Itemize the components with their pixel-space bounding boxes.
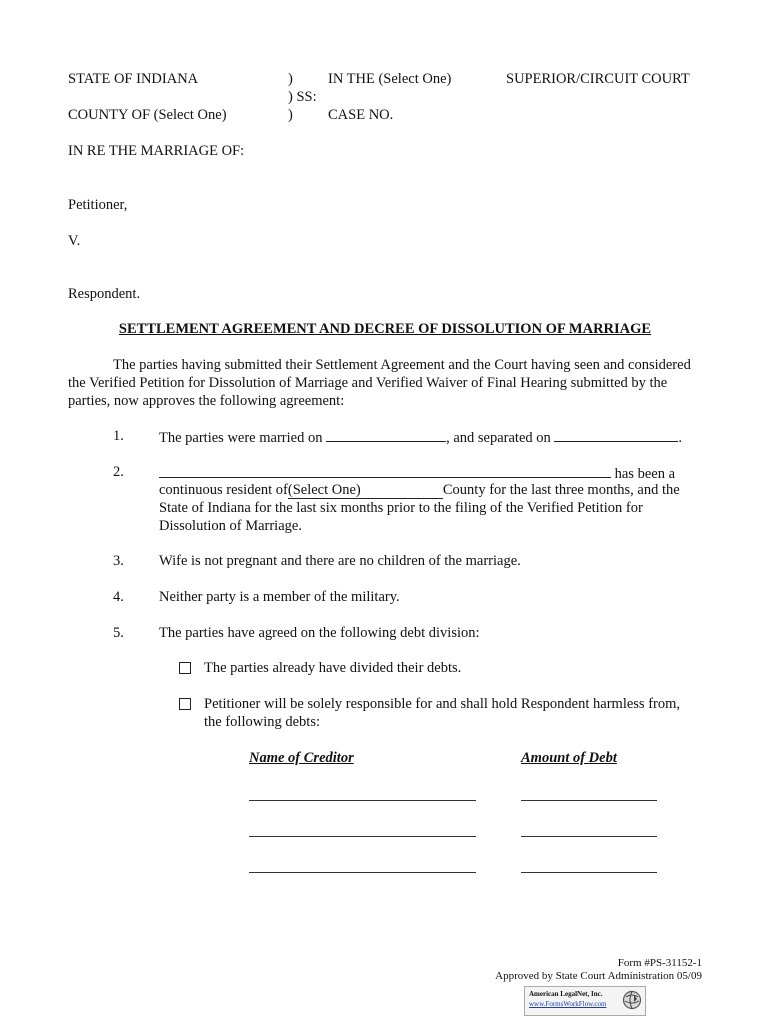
item-1-label-c: . — [678, 430, 683, 446]
item-number: 1. — [113, 428, 124, 444]
debt-amount-field[interactable] — [521, 836, 657, 837]
item-5-text: The parties have agreed on the following debt division: — [159, 625, 480, 641]
item-number: 4. — [113, 589, 124, 605]
item-2-line-1 — [159, 463, 675, 483]
separation-date-field[interactable] — [554, 427, 678, 442]
approval-note: Approved by State Court Administration 05/09 — [495, 970, 702, 982]
intro-paragraph: The parties having submitted their Settlement Agreement and the Court having seen and considered the Verified Petition for Dissolution of Marriage and Verified Waiver of Final Hearing submitted by the parties, now approves the following agreement: — [68, 357, 691, 409]
caption-paren: ) — [288, 71, 293, 87]
creditor-name-field[interactable] — [249, 836, 476, 837]
item-4-text: Neither party is a member of the military. — [159, 589, 400, 605]
item-number: 5. — [113, 625, 124, 641]
ss-label: ) SS: — [288, 89, 317, 105]
document-title: SETTLEMENT AGREEMENT AND DECREE OF DISSOLUTION OF MARRIAGE — [118, 321, 652, 337]
item-2-resident-label: continuous resident of — [159, 482, 288, 498]
item-number: 2. — [113, 464, 124, 480]
marriage-date-field[interactable] — [326, 427, 446, 442]
item-2-line-3: State of Indiana for the last six months prior to the filing of the Verified Petition for — [159, 500, 643, 516]
creditor-column-header: Name of Creditor — [249, 750, 354, 766]
versus-label: V. — [68, 233, 81, 249]
item-1-label-b: , and separated on — [446, 430, 551, 446]
county-select-field[interactable]: COUNTY OF (Select One) — [68, 107, 227, 123]
debts-divided-label: The parties already have divided their debts. — [204, 660, 462, 676]
item-3-text: Wife is not pregnant and there are no children of the marriage. — [159, 553, 521, 569]
globe-icon — [622, 990, 642, 1010]
petitioner-responsible-label-cont: the following debts: — [204, 714, 320, 730]
petitioner-label: Petitioner, — [68, 197, 128, 213]
state-label: STATE OF INDIANA — [68, 71, 199, 87]
debt-amount-field[interactable] — [521, 800, 657, 801]
petitioner-responsible-checkbox[interactable] — [179, 698, 191, 710]
item-1-text — [159, 427, 682, 447]
form-number: Form #PS-31152-1 — [617, 957, 702, 969]
creditor-name-field[interactable] — [249, 872, 476, 873]
resident-county-select[interactable]: (Select One) — [288, 483, 443, 499]
item-2-county-label: County for the last three months, and the — [442, 482, 680, 498]
item-2-has-been-label: has been a — [614, 466, 676, 482]
caption-paren: ) — [288, 107, 293, 123]
case-number-field[interactable]: CASE NO. — [328, 107, 394, 123]
debt-amount-field[interactable] — [521, 872, 657, 873]
item-2-line-2 — [159, 481, 680, 499]
court-select-field[interactable]: IN THE (Select One) — [328, 71, 452, 87]
publisher-logo — [524, 986, 646, 1016]
respondent-label: Respondent. — [68, 286, 141, 302]
debts-divided-checkbox[interactable] — [179, 662, 191, 674]
creditor-name-field[interactable] — [249, 800, 476, 801]
item-2-line-4: Dissolution of Marriage. — [159, 518, 302, 534]
court-type-label: SUPERIOR/CIRCUIT COURT — [506, 71, 690, 87]
item-1-label-a: The parties were married on — [159, 430, 323, 446]
amount-column-header: Amount of Debt — [521, 750, 617, 766]
petitioner-responsible-label: Petitioner will be solely responsible for and shall hold Respondent harmless from, — [204, 696, 681, 712]
publisher-name: American LegalNet, Inc. — [529, 990, 603, 998]
item-number: 3. — [113, 553, 124, 569]
resident-name-field[interactable] — [159, 463, 611, 478]
publisher-url-link[interactable]: www.FormsWorkFlow.com — [529, 1000, 607, 1008]
in-re-label: IN RE THE MARRIAGE OF: — [68, 143, 245, 159]
